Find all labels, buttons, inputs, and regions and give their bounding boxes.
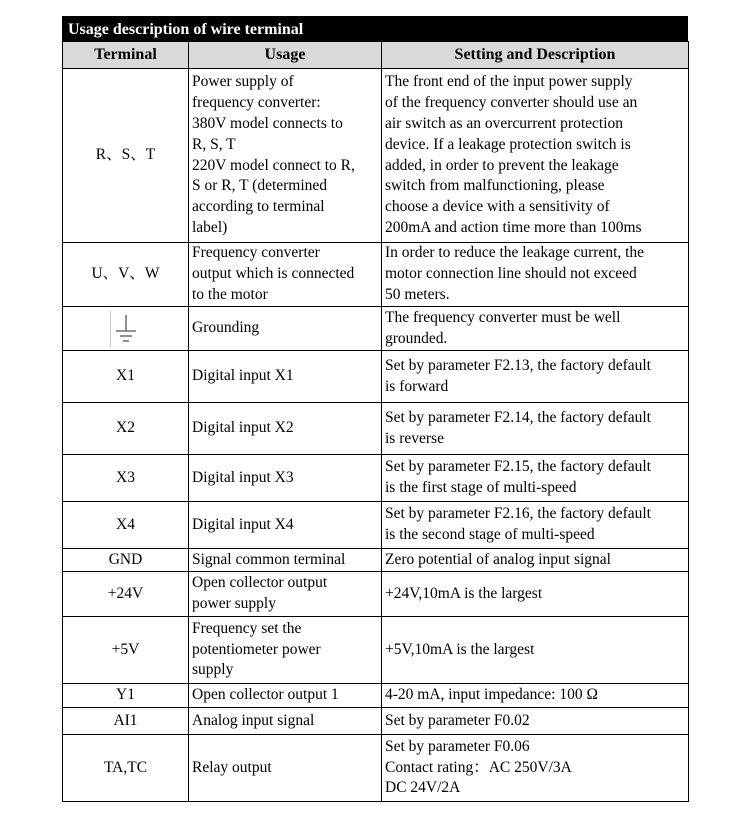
terminal-cell (63, 307, 189, 351)
description-cell: 4-20 mA, input impedance: 100 Ω (382, 684, 689, 708)
description-cell: Set by parameter F0.06 Contact rating：AC 250V/3A DC 24V/2A (382, 735, 689, 802)
usage-cell: Digital input X2 (189, 403, 382, 455)
table-row (63, 572, 689, 617)
description-cell: +24V,10mA is the largest (382, 572, 689, 617)
table-title: Usage description of wire terminal (62, 16, 688, 41)
terminal-cell: Y1 (63, 684, 189, 708)
terminal-cell: R、S、T (63, 69, 189, 243)
header-description: Setting and Description (382, 42, 689, 69)
description-cell: Set by parameter F2.14, the factory default is reverse (382, 403, 689, 455)
terminal-cell: GND (63, 549, 189, 572)
terminal-cell: TA,TC (63, 735, 189, 802)
terminal-cell: U、V、W (63, 243, 189, 307)
usage-cell: Digital input X3 (189, 455, 382, 502)
description-cell: The frequency converter must be well grounded. (382, 307, 689, 351)
table-row (63, 243, 689, 307)
description-cell: Set by parameter F0.02 (382, 708, 689, 735)
header-row (63, 42, 689, 69)
terminal-cell: X4 (63, 502, 189, 549)
usage-cell: Power supply of frequency converter: 380V model connects to R, S, T 220V model connect to R, S or R, T (determined according to terminal label) (189, 69, 382, 243)
header-usage: Usage (189, 42, 382, 69)
table-row (63, 684, 689, 708)
terminal-cell: X1 (63, 351, 189, 403)
usage-cell: Open collector output 1 (189, 684, 382, 708)
table-row (63, 617, 689, 684)
description-cell: In order to reduce the leakage current, the motor connection line should not exceed 50 meters. (382, 243, 689, 307)
usage-cell: Open collector output power supply (189, 572, 382, 617)
usage-cell: Frequency converter output which is connected to the motor (189, 243, 382, 307)
terminal-cell: +24V (63, 572, 189, 617)
table-row (63, 502, 689, 549)
terminal-cell: +5V (63, 617, 189, 684)
usage-cell: Relay output (189, 735, 382, 802)
usage-cell: Grounding (189, 307, 382, 351)
usage-cell: Digital input X1 (189, 351, 382, 403)
table-row (63, 403, 689, 455)
description-cell: Zero potential of analog input signal (382, 549, 689, 572)
usage-cell: Signal common terminal (189, 549, 382, 572)
header-terminal: Terminal (63, 42, 189, 69)
table-row (63, 351, 689, 403)
wire-terminal-table-container (62, 16, 688, 802)
terminal-cell: X2 (63, 403, 189, 455)
description-cell: Set by parameter F2.13, the factory default is forward (382, 351, 689, 403)
description-cell: Set by parameter F2.16, the factory default is the second stage of multi-speed (382, 502, 689, 549)
table-row (63, 307, 689, 351)
table-row (63, 455, 689, 502)
terminal-cell: X3 (63, 455, 189, 502)
table-row (63, 735, 689, 802)
description-cell: Set by parameter F2.15, the factory default is the first stage of multi-speed (382, 455, 689, 502)
usage-cell: Frequency set the potentiometer power supply (189, 617, 382, 684)
table-row (63, 69, 689, 243)
description-cell: The front end of the input power supply of the frequency converter should use an air switch as an overcurrent protection device. If a leakage protection switch is added, in order to prevent the leakage switch from malfunctioning, please choose a device with a sensitivity of 200mA and action time more than 100ms (382, 69, 689, 243)
terminal-cell: AI1 (63, 708, 189, 735)
table-row (63, 708, 689, 735)
ground-icon (110, 311, 141, 347)
usage-cell: Analog input signal (189, 708, 382, 735)
description-cell: +5V,10mA is the largest (382, 617, 689, 684)
usage-cell: Digital input X4 (189, 502, 382, 549)
table-row (63, 549, 689, 572)
terminal-table (62, 41, 689, 802)
